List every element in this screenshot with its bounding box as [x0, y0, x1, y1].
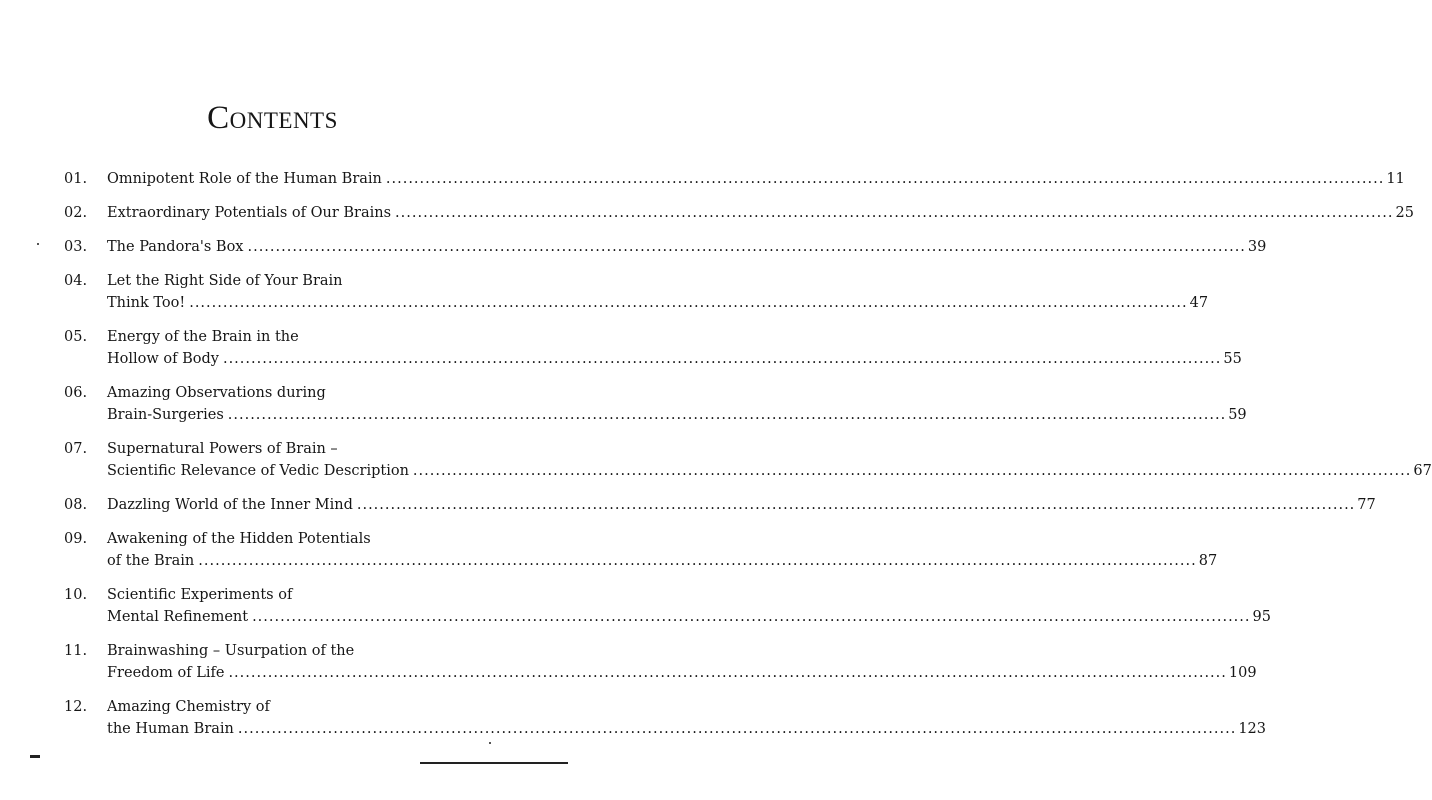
- toc-title-line: Mental Refinement: [107, 609, 249, 625]
- toc-entry: [64, 494, 1376, 516]
- toc-entry-title: [107, 640, 1257, 684]
- toc-page-number: 25: [1395, 205, 1414, 221]
- toc-title-line: Scientific Experiments of: [107, 587, 293, 603]
- toc-entry-title: [107, 326, 1242, 370]
- toc-entry-title: [107, 528, 1217, 572]
- toc-entry: [64, 326, 1242, 370]
- dot-leader: [395, 202, 1393, 224]
- dot-leader: [198, 550, 1196, 572]
- toc-entry-title: [107, 168, 1405, 190]
- toc-title-line: Brainwashing – Usurpation of the: [107, 643, 355, 659]
- toc-title-final-line: [107, 550, 1217, 572]
- toc-entry-number: 07.: [64, 441, 88, 457]
- toc-title-line: Amazing Chemistry of: [107, 699, 270, 715]
- toc-title-line: Let the Right Side of Your Brain: [107, 273, 343, 289]
- toc-title-final-line: [107, 202, 1414, 224]
- toc-title-final-line: [107, 662, 1257, 684]
- dot-leader: [189, 292, 1187, 314]
- toc-entry: [64, 584, 1271, 628]
- toc-page-number: 47: [1189, 295, 1209, 311]
- toc-page-number: 55: [1223, 351, 1242, 367]
- toc-title-final-line: [107, 348, 1242, 370]
- toc-title-final-line: [107, 494, 1376, 516]
- toc-entry-number: 03.: [64, 239, 88, 255]
- toc-entry: [64, 640, 1257, 684]
- toc-entry-number: 06.: [64, 385, 88, 401]
- dot-leader: [228, 404, 1226, 426]
- toc-title-final-line: [107, 460, 1432, 482]
- toc-title-line: Extraordinary Potentials of Our Brains: [107, 205, 392, 221]
- toc-title-line: Energy of the Brain in the: [107, 329, 299, 345]
- dot-leader: [357, 494, 1355, 516]
- dot-leader: [228, 662, 1226, 684]
- toc-title-line: Scientific Relevance of Vedic Description: [107, 463, 409, 479]
- toc-entry-number: 04.: [64, 273, 88, 289]
- dot-leader: [252, 606, 1250, 628]
- toc-entry: [64, 382, 1247, 426]
- toc-entry-title: [107, 382, 1247, 426]
- toc-entry-number: 09.: [64, 531, 88, 547]
- toc-page-number: 77: [1357, 497, 1376, 513]
- scan-artifact-line: [420, 762, 568, 764]
- toc-entry: [64, 528, 1218, 572]
- toc-entry-title: [107, 696, 1266, 740]
- toc-title-final-line: [107, 168, 1405, 190]
- toc-title-line: Dazzling World of the Inner Mind: [107, 497, 353, 513]
- toc-entry-title: [107, 270, 1208, 314]
- dot-leader: [238, 718, 1236, 740]
- scan-artifact-mark: [30, 755, 40, 758]
- toc-entry-title: [107, 202, 1414, 224]
- toc-title-line: Brain-Surgeries: [107, 407, 224, 423]
- dot-leader: [247, 236, 1245, 258]
- toc-title-line: Freedom of Life: [107, 665, 225, 681]
- toc-entry: [64, 438, 1432, 482]
- toc-entry: [64, 270, 1209, 314]
- toc-page-number: 59: [1228, 407, 1247, 423]
- toc-title-line: the Human Brain: [107, 721, 234, 737]
- toc-entry-title: [107, 236, 1266, 258]
- dot-leader: [413, 460, 1411, 482]
- toc-page-number: 39: [1247, 239, 1267, 255]
- toc-title-final-line: [107, 606, 1271, 628]
- toc-title-line: of the Brain: [107, 553, 195, 569]
- toc-page-number: 67: [1413, 463, 1432, 479]
- toc-page-number: 123: [1238, 721, 1267, 737]
- toc-title-line: Hollow of Body: [107, 351, 219, 367]
- page-title: Contents: [207, 100, 338, 137]
- toc-entry-title: [107, 494, 1376, 516]
- scan-artifact-dot: [489, 742, 491, 744]
- toc-title-line: Think Too!: [107, 295, 186, 311]
- toc-page-number: 95: [1252, 609, 1271, 625]
- toc-entry: [64, 168, 1405, 190]
- toc-title-final-line: [107, 404, 1247, 426]
- toc-entry-number: 01.: [64, 171, 88, 187]
- toc-title-final-line: [107, 718, 1266, 740]
- toc-title-line: Supernatural Powers of Brain –: [107, 441, 338, 457]
- toc-entry-number: 12.: [64, 699, 88, 715]
- toc-page-number: 87: [1198, 553, 1218, 569]
- table-of-contents: [64, 168, 1432, 752]
- toc-title-final-line: [107, 236, 1266, 258]
- toc-title-line: The Pandora's Box: [107, 239, 244, 255]
- toc-entry: [64, 236, 1267, 258]
- toc-entry-number: 10.: [64, 587, 88, 603]
- dot-leader: [223, 348, 1221, 370]
- toc-entry: [64, 202, 1414, 224]
- toc-page-number: 11: [1386, 171, 1405, 187]
- toc-page-number: 109: [1228, 665, 1257, 681]
- toc-entry-number: 11.: [64, 643, 88, 659]
- scan-artifact-dot: [37, 243, 39, 245]
- toc-entry: [64, 696, 1267, 740]
- dot-leader: [386, 168, 1384, 190]
- toc-title-line: Awakening of the Hidden Potentials: [107, 531, 371, 547]
- toc-title-line: Omnipotent Role of the Human Brain: [107, 171, 382, 187]
- toc-title-line: Amazing Observations during: [107, 385, 326, 401]
- toc-entry-title: [107, 438, 1432, 482]
- toc-entry-number: 05.: [64, 329, 88, 345]
- toc-entry-number: 08.: [64, 497, 88, 513]
- toc-entry-number: 02.: [64, 205, 88, 221]
- toc-title-final-line: [107, 292, 1208, 314]
- toc-entry-title: [107, 584, 1271, 628]
